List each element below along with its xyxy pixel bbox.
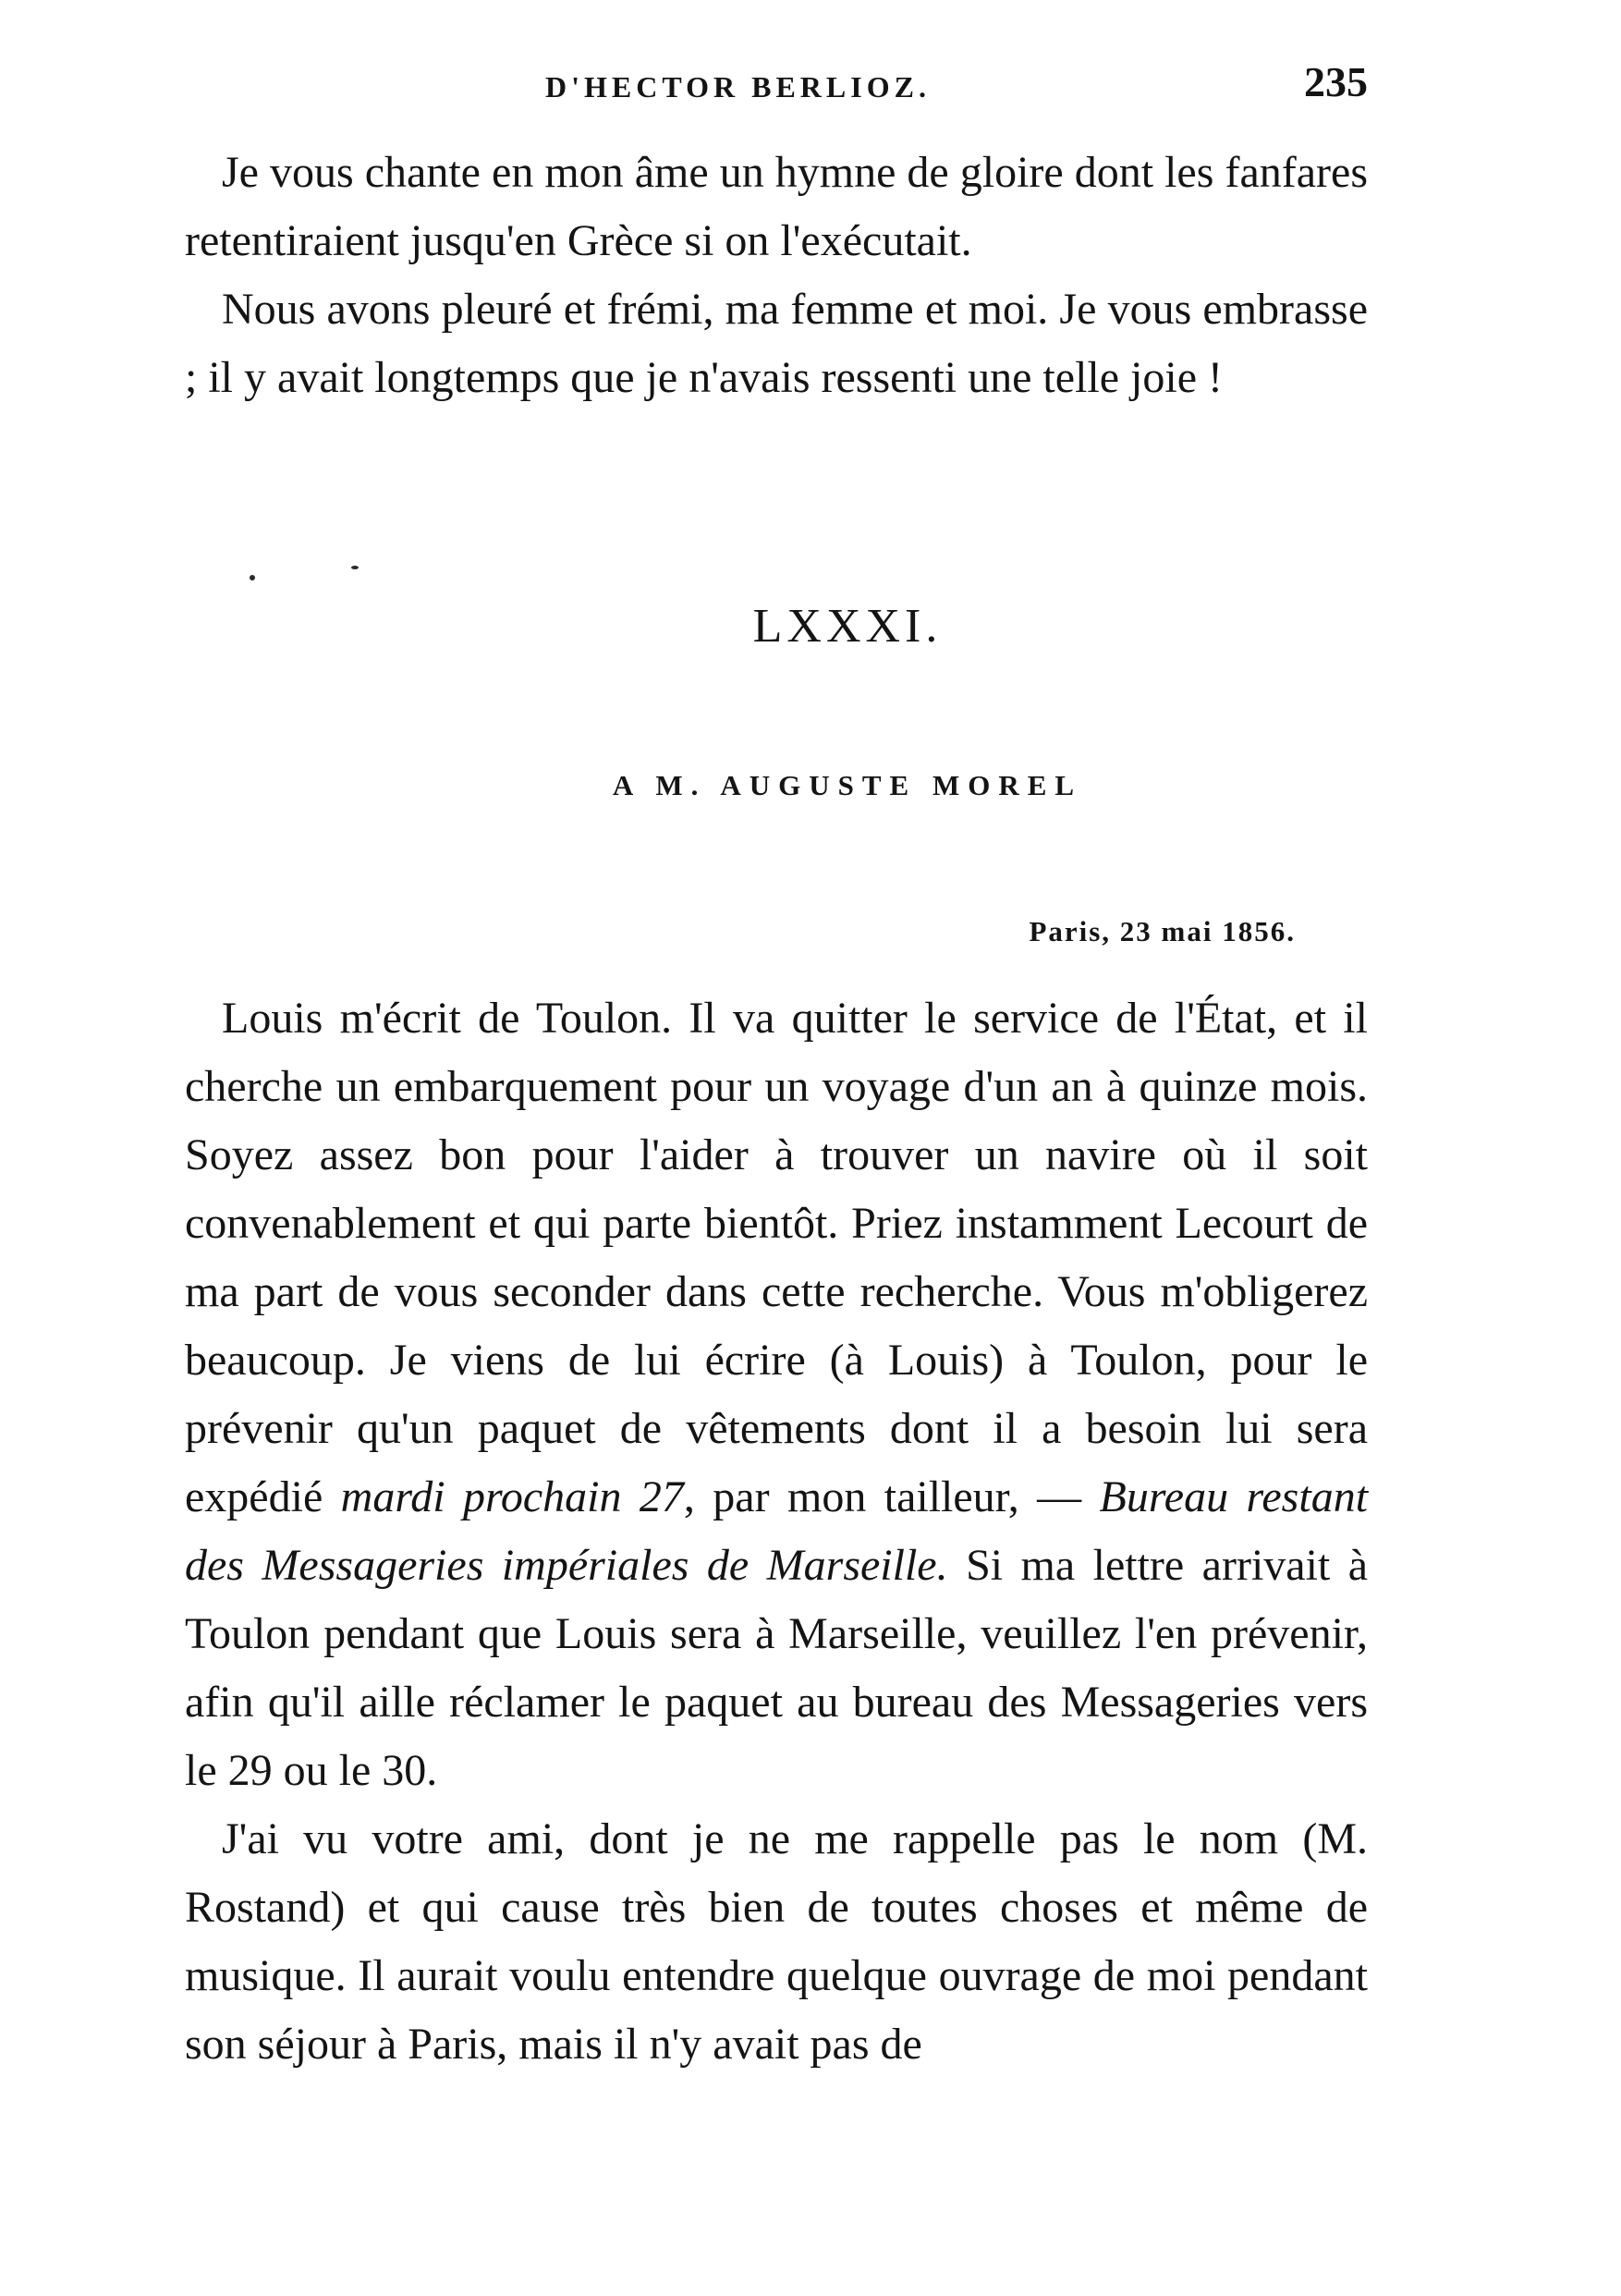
paragraph-louis-part3: Si ma lettre arrivait à Toulon pendant que Louis sera à Marseille, veuillez l'en prévenir, afin qu'il aille réclamer le paquet au bureau des Messageries vers le 29 ou le 30.: [185, 1541, 1369, 1795]
paragraph-louis-part1: Louis m'écrit de Toulon. Il va quitter le service de l'État, et il cherche un embarquement pour un voyage d'un an à quinze mois. Soyez assez bon pour l'aider à trouver un navire où il soit convenablement et qui parte bientôt. Priez instamment Lecourt de ma part de vous seconder dans cette recherche. Vous m'obligerez beaucoup. Je viens de lui écrire (à Louis) à Toulon, pour le prévenir qu'un paquet de vêtements dont il a besoin lui sera expédié: [185, 994, 1368, 1521]
letter-recipient: A M. AUGUSTE MOREL: [612, 769, 1083, 801]
paragraph-louis: [185, 984, 1368, 1805]
paragraph-rostand: J'ai vu votre ami, dont je ne me rappelle pas le nom (M. Rostand) et qui cause très bien de toutes choses et même de musique. Il aurait voulu entendre quelque ouvrage de moi pendant son séjour à Paris, mais il n'y avait pas de: [185, 1814, 1368, 2069]
running-title: D'HECTOR BERLIOZ.: [545, 70, 931, 104]
paragraph-louis-part2: , par mon tailleur, —: [683, 1472, 1100, 1521]
print-speck: [250, 575, 255, 580]
paragraph-louis-italic-bureau: Bureau restant des Messageries impériales de Marseille.: [185, 1472, 1369, 1590]
letter-dateline: Paris, 23 mai 1856.: [1029, 915, 1296, 947]
continued-letter-text: [185, 139, 1368, 412]
page-number: 235: [1304, 58, 1368, 105]
letter-body: [185, 984, 1368, 2079]
paragraph-hymn: Je vous chante en mon âme un hymne de gloire dont les fanfares retentiraient jusqu'en Grèce si on l'exécutait.: [185, 148, 1368, 265]
letter-number: LXXXI.: [752, 600, 943, 653]
paragraph-louis-italic-date: mardi prochain 27: [340, 1472, 684, 1521]
print-speck: [351, 566, 359, 569]
paragraph-embrace: Nous avons pleuré et frémi, ma femme et moi. Je vous embrasse ; il y avait longtemps que je n'avais ressenti une telle joie !: [185, 285, 1368, 402]
running-head: [185, 57, 1368, 122]
